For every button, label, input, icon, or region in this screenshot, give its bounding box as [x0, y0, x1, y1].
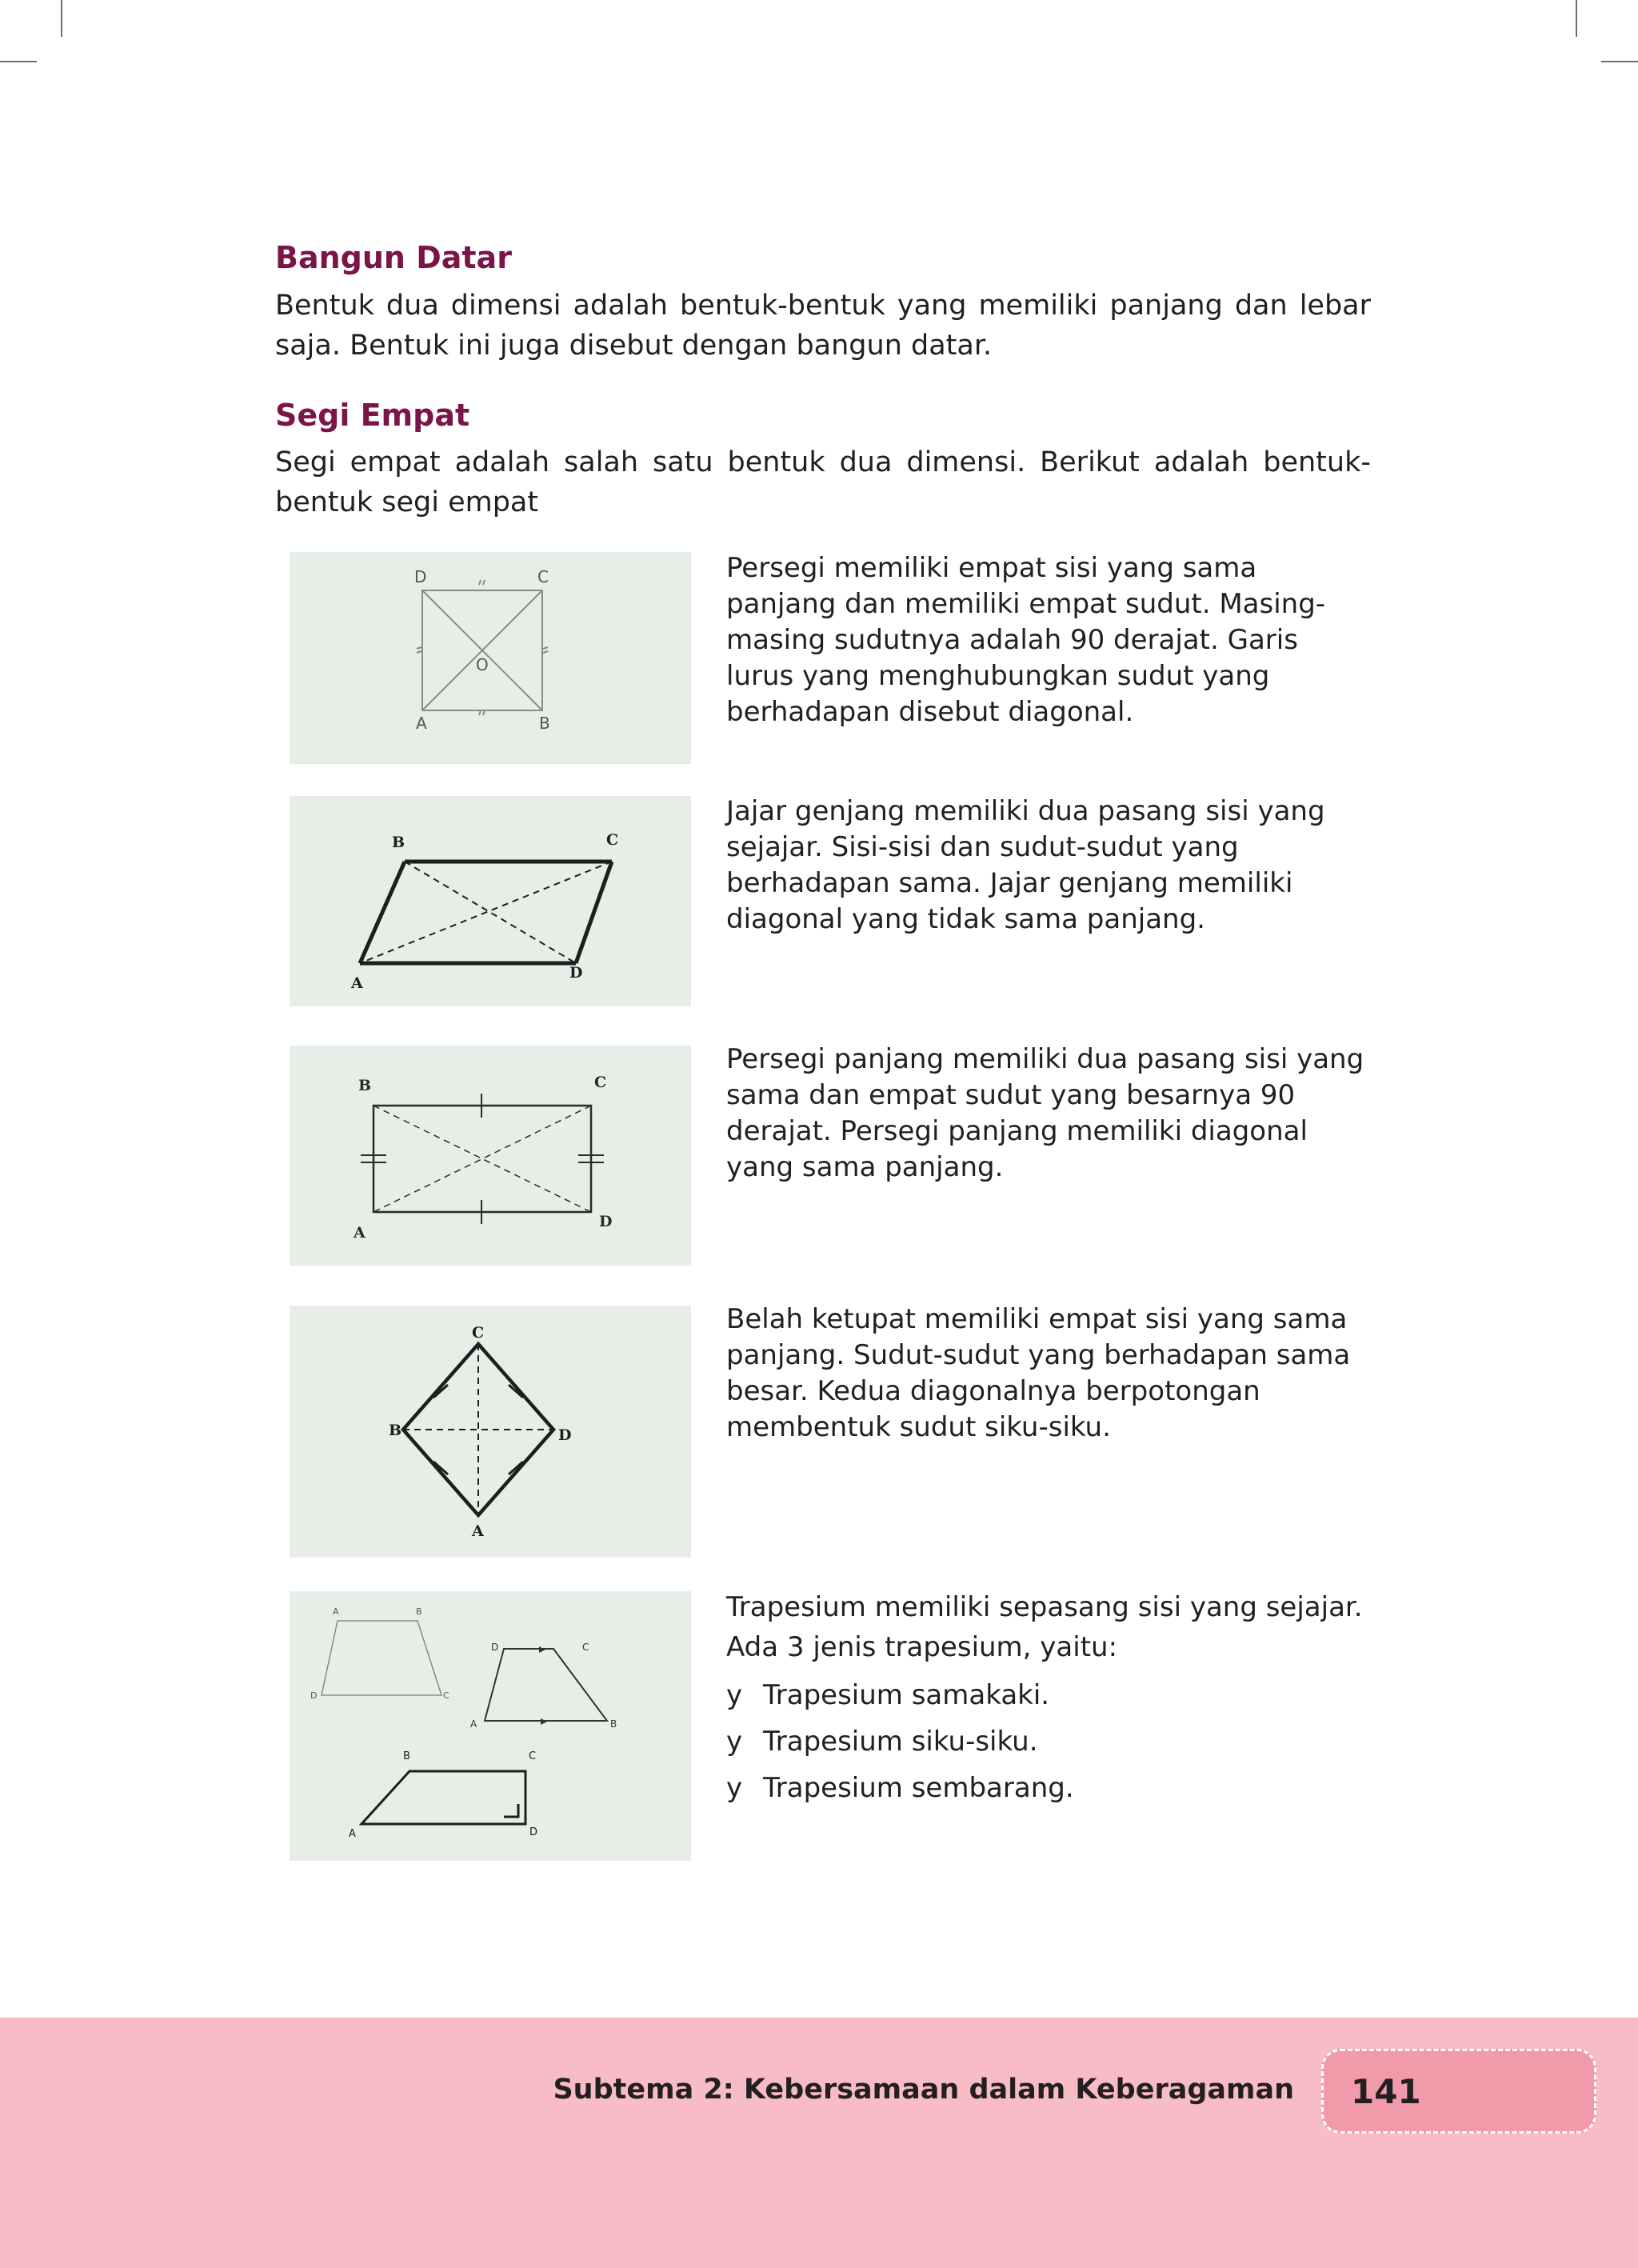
vertex-label-c: C: [472, 1324, 485, 1342]
vertex-label-c: C: [443, 1690, 449, 1701]
crop-mark: [1576, 0, 1577, 37]
vertex-label-c: C: [582, 1642, 589, 1653]
vertex-label-c: C: [529, 1750, 537, 1762]
center-label-o: O: [476, 655, 489, 674]
vertex-label-d: D: [414, 567, 427, 586]
vertex-label-a: A: [416, 714, 427, 733]
list-item-text: Trapesium samakaki.: [763, 1679, 1050, 1711]
bullet-marker: y: [726, 1772, 743, 1804]
description-jajar-genjang: Jajar genjang memiliki dua pasang sisi yang sejajar. Sisi-sisi dan sudut-sudut yang berhadapan sama. Jajar genjang memiliki diagonal yang tidak sama panjang.: [726, 795, 1325, 935]
list-item: [726, 1718, 1366, 1765]
heading-segi-empat: Segi Empat: [275, 398, 470, 433]
footer-subtheme: Subtema 2: Kebersamaan dalam Keberagaman: [553, 2074, 1294, 2106]
figure-belah-ketupat: [290, 1306, 691, 1558]
trapesium-intro: Trapesium memiliki sepasang sisi yang sejajar. Ada 3 jenis trapesium, yaitu:: [726, 1591, 1363, 1663]
figure-persegi-panjang: [290, 1046, 691, 1266]
description-trapesium: [726, 1587, 1366, 1811]
description-persegi-panjang: Persegi panjang memiliki dua pasang sisi yang sama dan empat sudut yang besarnya 90 derajat. Persegi panjang memiliki diagonal yang sama panjang.: [726, 1043, 1364, 1183]
heading-bangun-datar: Bangun Datar: [275, 240, 512, 275]
vertex-label-a: A: [470, 1718, 477, 1730]
rectangle-diagram: [290, 1046, 691, 1266]
trapezoid-diagram: [290, 1591, 691, 1861]
crop-mark: [0, 61, 37, 62]
page-number: 141: [1351, 2072, 1421, 2111]
vertex-label-c: C: [606, 831, 619, 849]
vertex-label-c: C: [537, 567, 549, 586]
crop-mark: [1601, 61, 1638, 62]
vertex-label-d: D: [599, 1213, 613, 1230]
trapesium-types-list: [726, 1672, 1366, 1811]
vertex-label-b: B: [403, 1750, 410, 1762]
figure-trapesium: [290, 1591, 691, 1861]
parallelogram-diagram: [290, 796, 691, 1006]
crop-mark: [61, 0, 62, 37]
vertex-label-b: B: [392, 834, 406, 851]
description-persegi: Persegi memiliki empat sisi yang sama panjang dan memiliki empat sudut. Masing-masing sudutnya adalah 90 derajat. Garis lurus yang menghubungkan sudut yang berhadapan disebut diagonal.: [726, 552, 1326, 728]
vertex-label-b: B: [389, 1422, 402, 1439]
vertex-label-d: D: [529, 1826, 538, 1838]
list-item-text: Trapesium sembarang.: [763, 1772, 1074, 1804]
vertex-label-d: D: [310, 1690, 318, 1701]
square-diagram: [290, 552, 691, 764]
vertex-label-a: A: [354, 1224, 366, 1242]
vertex-label-d: D: [558, 1426, 572, 1444]
vertex-label-b: B: [416, 1606, 422, 1617]
vertex-label-c: C: [594, 1074, 607, 1091]
figure-jajar-genjang: [290, 796, 691, 1006]
vertex-label-b: B: [610, 1718, 617, 1730]
vertex-label-a: A: [472, 1522, 484, 1540]
description-belah-ketupat: Belah ketupat memiliki empat sisi yang sama panjang. Sudut-sudut yang berhadapan sama besar. Kedua diagonalnya berpotongan membentuk sudut siku-siku.: [726, 1303, 1351, 1443]
list-item-text: Trapesium siku-siku.: [763, 1726, 1038, 1758]
page-number-tab: [1321, 2049, 1596, 2134]
rhombus-diagram: [290, 1306, 691, 1558]
list-item: [726, 1765, 1366, 1811]
list-item: [726, 1672, 1366, 1718]
paragraph-segi-empat: Segi empat adalah salah satu bentuk dua dimensi. Berikut adalah bentuk-bentuk segi empat: [275, 446, 1371, 518]
figure-persegi: [290, 552, 691, 764]
vertex-label-d: D: [491, 1642, 499, 1653]
bullet-marker: y: [726, 1726, 743, 1758]
vertex-label-a: A: [349, 1828, 356, 1840]
bullet-marker: y: [726, 1679, 743, 1711]
vertex-label-a: A: [351, 974, 363, 992]
vertex-label-b: B: [539, 714, 550, 733]
vertex-label-d: D: [569, 964, 583, 982]
vertex-label-a: A: [333, 1606, 339, 1617]
paragraph-bangun-datar: Bentuk dua dimensi adalah bentuk-bentuk yang memiliki panjang dan lebar saja. Bentuk ini juga disebut dengan bangun datar.: [275, 290, 1371, 362]
vertex-label-b: B: [358, 1077, 372, 1094]
